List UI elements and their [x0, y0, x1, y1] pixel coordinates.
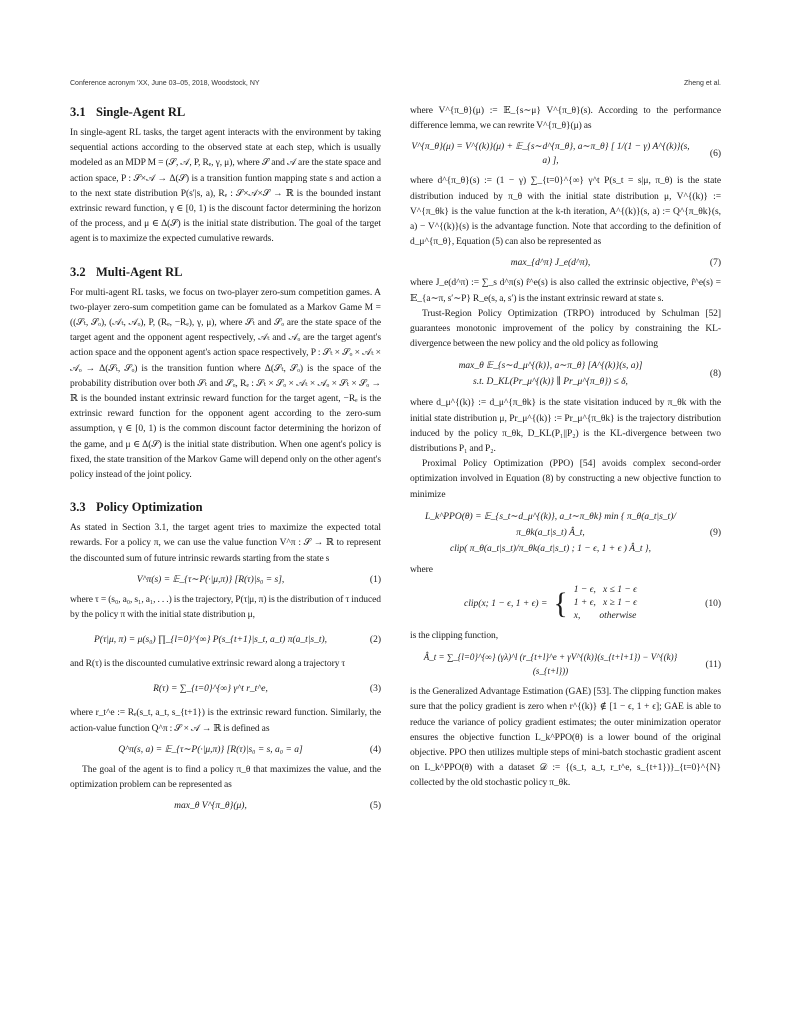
section-heading-3-1: 3.1 Single-Agent RL: [70, 105, 186, 119]
paragraph: where J_e(d^π) := ∑_s d^π(s) r̂^e(s) is also called the extrinsic objective, r̂^e(s) = 𝔼_{a∼π, s′∼P} R_e(s, a, s′) is the instant extrinsic reward at state s.: [410, 278, 721, 304]
paragraph: is the Generalized Advantage Estimation (GAE) [53]. The clipping function makes sure that the policy gradient is zero when r^{(k)} ∉ [1 − ϵ, 1 + ϵ]; GAE is able to reduce the variance of policy gradient estimates; the outer minimization operator ensures the objective function L_k^PPO(θ) is a lower bound of the original objective. PPO then utilizes multiple steps of mini-batch stochastic gradient ascent on L_k^PPO(θ) with a dataset 𝒟 := {(s_t, a_t, r_t^e, s_{t+1})}_{t=0}^{N} collected by the old stochastic policy π_θk.: [410, 687, 721, 789]
paragraph: Proximal Policy Optimization (PPO) [54] avoids complex second-order optimization involved in Equation (8) by constructing a new objective function to minimize: [410, 459, 721, 500]
running-header-left: Conference acronym 'XX, June 03–05, 2018, Woodstock, NY: [70, 80, 260, 87]
equation-10: clip(x; 1 − ϵ, 1 + ϵ) = { 1 − ϵ, x ≤ 1 − ϵ 1 + ϵ, x ≥ 1 − ϵ x, otherwise (10): [464, 585, 721, 622]
paragraph: and R(τ) is the discounted cumulative extrinsic reward along a trajectory τ: [70, 659, 346, 670]
paragraph: where d^{π_θ}(s) := (1 − γ) ∑_{t=0}^{∞} γ^t P(s_t = s|μ, π_θ) is the state distribution induced by π_θ with the initial state distribution μ, V^{(k)} := V^{π_θk} is the value function at the k-th iteration, A^{(k)}(s, a) := Q^{π_θk}(s, a) − V^{(k)}(s) is the advantage function. Note that according to the definition of d_μ^{π_θ}, Equation (5) can also be represented as: [410, 176, 721, 248]
equation-7: max_{d^π} J_e(d^π), (7): [510, 258, 721, 269]
equation-9: L_k^PPO(θ) = 𝔼_{s_t∼d_μ^{(k)}, a_t∼π_θk} min { π_θ(a_t|s_t)/π_θk(a_t|s_t) Â_t, clip( π_θ(a_t|s_t)/π_θk(a_t|s_t) ; 1 − ϵ, 1 + ϵ ) Â_t }, (9): [424, 511, 721, 554]
equation-4: Q^π(s, a) = 𝔼_{τ∼P(·|μ,π)} [R(τ)|s₀ = s, a₀ = a] (4): [118, 744, 381, 755]
paragraph: where V^{π_θ}(μ) := 𝔼_{s∼μ} V^{π_θ}(s). According to the performance difference lemma, we can rewrite V^{π_θ}(μ) as: [410, 106, 721, 132]
equation-11: Â_t = ∑_{l=0}^{∞} (γλ)^l (r_{t+l}^e + γV^{(k)}(s_{t+l+1}) − V^{(k)}(s_{t+l})) (11): [423, 652, 721, 677]
paragraph: For multi-agent RL tasks, we focus on two-player zero-sum competition games. A two-player zero-sum competition game can be fomulated as a Markov Game M = ((𝒮ₜ, 𝒮ₒ), (𝒜ₜ, 𝒜ₒ), P, (Rₑ, −Rₑ), γ, μ), where 𝒮ₜ and 𝒮ₒ are the state space of the target agent and the opponent agent respectively, 𝒜ₜ and 𝒜ₒ are the target agent's action space and the opponent agent's action space respectively, P : 𝒮ₜ × 𝒮ₒ × 𝒜ₜ × 𝒜ₒ → Δ(𝒮ₜ, 𝒮ₒ) is the transition funtion where Δ(𝒮ₜ, 𝒮ₒ) is the space of the probability distribution over both 𝒮ₜ and 𝒮ₒ, Rₑ : 𝒮ₜ × 𝒮ₒ × 𝒜ₜ × 𝒜ₒ × 𝒮ₜ × 𝒮ₒ → ℝ is the bounded instant extrinsic reward function for the target agent, −Rₑ is the extrinsic reward function for the opponent agent according to the zero-sum assumption, γ ∈ [0, 1) is the common discount factor determining the horizon of the game, and μ ∈ Δ(𝒮) is the initial state distribution. When one agent's policy is fixed, the state transition of the Markov Game will depend only on the other agent's policy instead of the joint policy.: [70, 287, 381, 481]
paragraph: Trust-Region Policy Optimization (TRPO) introduced by Schulman [52] guarantees monotonic improvement of the policy by constraining the KL-divergence between the new policy and the old policy as following: [410, 308, 721, 350]
paragraph: is the clipping function,: [410, 631, 499, 642]
equation-6: V^{π_θ}(μ) = V^{(k)}(μ) + 𝔼_{s∼d^{π_θ}, a∼π_θ} [ 1/(1 − γ) A^{(k)}(s, a) ], (6): [411, 142, 721, 167]
equation-2: P(τ|μ, π) = μ(s₀) ∏_{l=0}^{∞} P(s_{t+1}|s_t, a_t) π(a_t|s_t), (2): [93, 635, 381, 646]
equation-8: max_θ 𝔼_{s∼d_μ^{(k)}, a∼π_θ} [A^{(k)}(s, a)] s.t. D_KL(Pr_μ^{(k)} ∥ Pr_μ^{π_θ}) ≤ δ, (8): [458, 361, 721, 388]
paragraph: where r_t^e := Rₑ(s_t, a_t, s_{t+1}) is the extrinsic reward function. Similarly, the action-value function Q^π : 𝒮 × 𝒜 → ℝ is defined as: [70, 708, 381, 734]
paragraph: where d_μ^{(k)} := d_μ^{π_θk} is the state visitation induced by π_θk with the initial state distribution μ, Pr_μ^{(k)} := Pr_μ^{π_θk} is the trajectory distribution induced by the policy π_θk, D_KL(P₁||P₂) is the KL-divergence between two distributions P₁ and P₂.: [410, 398, 721, 455]
equation-5: max_θ V^{π_θ}(μ), (5): [174, 801, 381, 812]
paragraph: In single-agent RL tasks, the target agent interacts with the environment by taking sequential actions according to the observed state at each step, which is usually modeled as an MDP M = (𝒮, 𝒜, P, Rₑ, γ, μ), where 𝒮 and 𝒜 are the state space and action space, P : 𝒮×𝒜 → Δ(𝒮) is a transition funtion mapping state s and action a to the next state distribution P(s′|s, a), Rₑ : 𝒮×𝒜×𝒮 → ℝ is the bounded instant extrinsic reward function, γ ∈ [0, 1) is the discount factor determining the horizon of the process, and μ ∈ Δ(𝒮) is the initial state distribution. The goal of the target agent is to maximize the expected cumulative rewards.: [70, 128, 381, 245]
paragraph: where τ = (s₀, a₀, s₁, a₁, . . .) is the trajectory, P(τ|μ, π) is the distribution of τ induced by the policy π with the initial state distribution μ,: [70, 594, 381, 621]
right-column: [410, 104, 721, 792]
section-heading-3-3: 3.3 Policy Optimization: [70, 500, 203, 515]
running-header-right: Zheng et al.: [684, 80, 721, 87]
left-column: [70, 104, 381, 813]
section-heading-3-2: 3.2 Multi-Agent RL: [70, 264, 183, 279]
paragraph: where: [410, 564, 433, 575]
equation-1: V^π(s) = 𝔼_{τ∼P(·|μ,π)} [R(τ)|s₀ = s], (1): [136, 574, 381, 585]
equation-3: R(τ) = ∑_{t=0}^{∞} γ^t r_t^e, (3): [153, 684, 381, 695]
paragraph: As stated in Section 3.1, the target agent tries to maximize the expected total rewards. For a policy π, we can use the value function V^π : 𝒮 → ℝ to represent the discounted sum of future intrinsic rewards starting from the state s: [70, 523, 381, 564]
paragraph: The goal of the agent is to find a policy π_θ that maximizes the value, and the optimization problem can be represented as: [70, 764, 381, 791]
